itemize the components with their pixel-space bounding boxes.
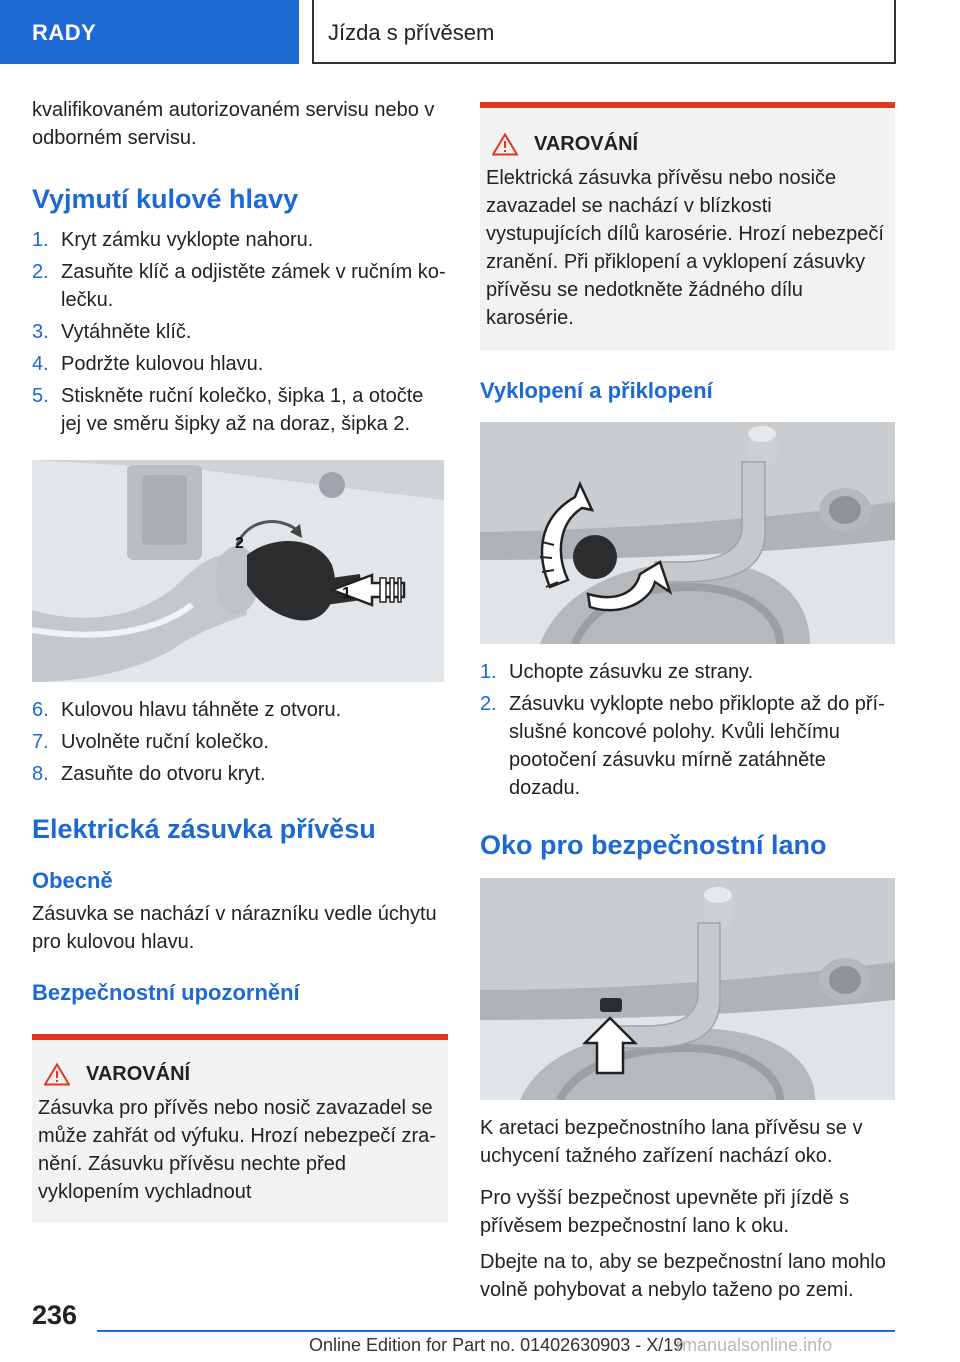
eye-text-1: K aretaci bezpečnostního lana přívěsu se v uchycení tažného zařízení nachází oko.: [480, 1117, 863, 1167]
list-item: 2. Zasuňte klíč a odjistěte zámek v ručním kolečku.: [32, 261, 446, 311]
steps-list-b: [32, 696, 448, 788]
eye-text-2: Pro vyšší bezpečnost upevněte při jízdě s přívěsem bezpečnostní lano k oku.: [480, 1187, 850, 1237]
warning-title: VAROVÁNÍ: [486, 130, 889, 158]
list-item: 8. Zasuňte do otvoru kryt.: [32, 763, 266, 785]
left-column: [32, 96, 448, 1222]
chapter-header: [312, 0, 896, 64]
footer-divider: [97, 1330, 895, 1332]
heading-fold: Vyklopení a přiklopení: [480, 378, 713, 403]
warning-text: Zásuvka pro přívěs nebo nosič zavazadel se může zahřát od výfuku. Hrozí nebezpečí zranění. Zásuvku přívěsu nechte před vyklopením vychladnout: [38, 1097, 436, 1203]
list-item: 1. Uchopte zásuvku ze strany.: [480, 661, 754, 683]
warning-icon: [492, 133, 518, 156]
heading-safety-eye: Oko pro bezpečnostní lano: [480, 830, 827, 860]
list-item: 1. Kryt zámku vyklopte nahoru.: [32, 229, 314, 251]
edition-text: Online Edition for Part no. 01402630903 - X/19: [309, 1335, 684, 1355]
intro-text: kvalifikovaném autorizovaném servisu nebo v odborném servisu.: [32, 99, 435, 149]
general-text: Zásuvka se nachází v nárazníku vedle úchytu pro kulovou hlavu.: [32, 903, 437, 953]
heading-trailer-socket: Elektrická zásuvka přívěsu: [32, 814, 376, 844]
list-item: 7. Uvolněte ruční kolečko.: [32, 731, 269, 753]
watermark: rmanualsonline.info: [676, 1335, 833, 1355]
warning-title: VAROVÁNÍ: [38, 1060, 442, 1088]
steps-list-fold: [480, 658, 896, 802]
chapter-title: Jízda s přívěsem: [328, 20, 495, 45]
list-item: 2. Zásuvku vyklopte nebo přiklopte až do příslušné koncové polohy. Kvůli lehčímu pootočení zásuvku mírně zatáhněte dozadu.: [480, 693, 885, 799]
figure-label-1: 1: [342, 585, 351, 602]
right-column: [480, 102, 896, 1304]
figure-safety-eye: [480, 878, 895, 1100]
figure-socket-fold: [480, 422, 895, 644]
page-number: 236: [32, 1300, 78, 1330]
list-item: 6. Kulovou hlavu táhněte z otvoru.: [32, 699, 342, 721]
warning-box-left: [32, 1034, 448, 1222]
steps-list-a: [32, 226, 448, 438]
eye-text-3: Dbejte na to, aby se bezpečnostní lano mohlo volně pohybovat a nebylo taženo po zemi.: [480, 1251, 886, 1301]
section-tab[interactable]: [0, 0, 299, 64]
list-item: 3. Vytáhněte klíč.: [32, 321, 192, 343]
list-item: 5. Stiskněte ruční kolečko, šipka 1, a otočte jej ve směru šipky až na doraz, šipka 2.: [32, 385, 424, 435]
heading-safety: Bezpečnostní upozornění: [32, 980, 300, 1005]
list-item: 4. Podržte kulovou hlavu.: [32, 353, 264, 375]
section-label: RADY: [32, 20, 97, 45]
warning-icon: [44, 1063, 70, 1086]
warning-text: Elektrická zásuvka přívěsu nebo nosiče zavazadel se nachází v blízkosti vystupujících dílů karosérie. Hrozí nebezpečí zranění. Při přiklopení a vyklopení zásuvky přívěsu se nedotkněte žádného dílu karosérie.: [486, 167, 884, 329]
figure-label-2: 2: [235, 535, 244, 552]
warning-box-right: [480, 102, 895, 350]
heading-general: Obecně: [32, 868, 113, 893]
heading-remove-ball: Vyjmutí kulové hlavy: [32, 184, 299, 214]
figure-ball-head-removal: [32, 460, 444, 682]
